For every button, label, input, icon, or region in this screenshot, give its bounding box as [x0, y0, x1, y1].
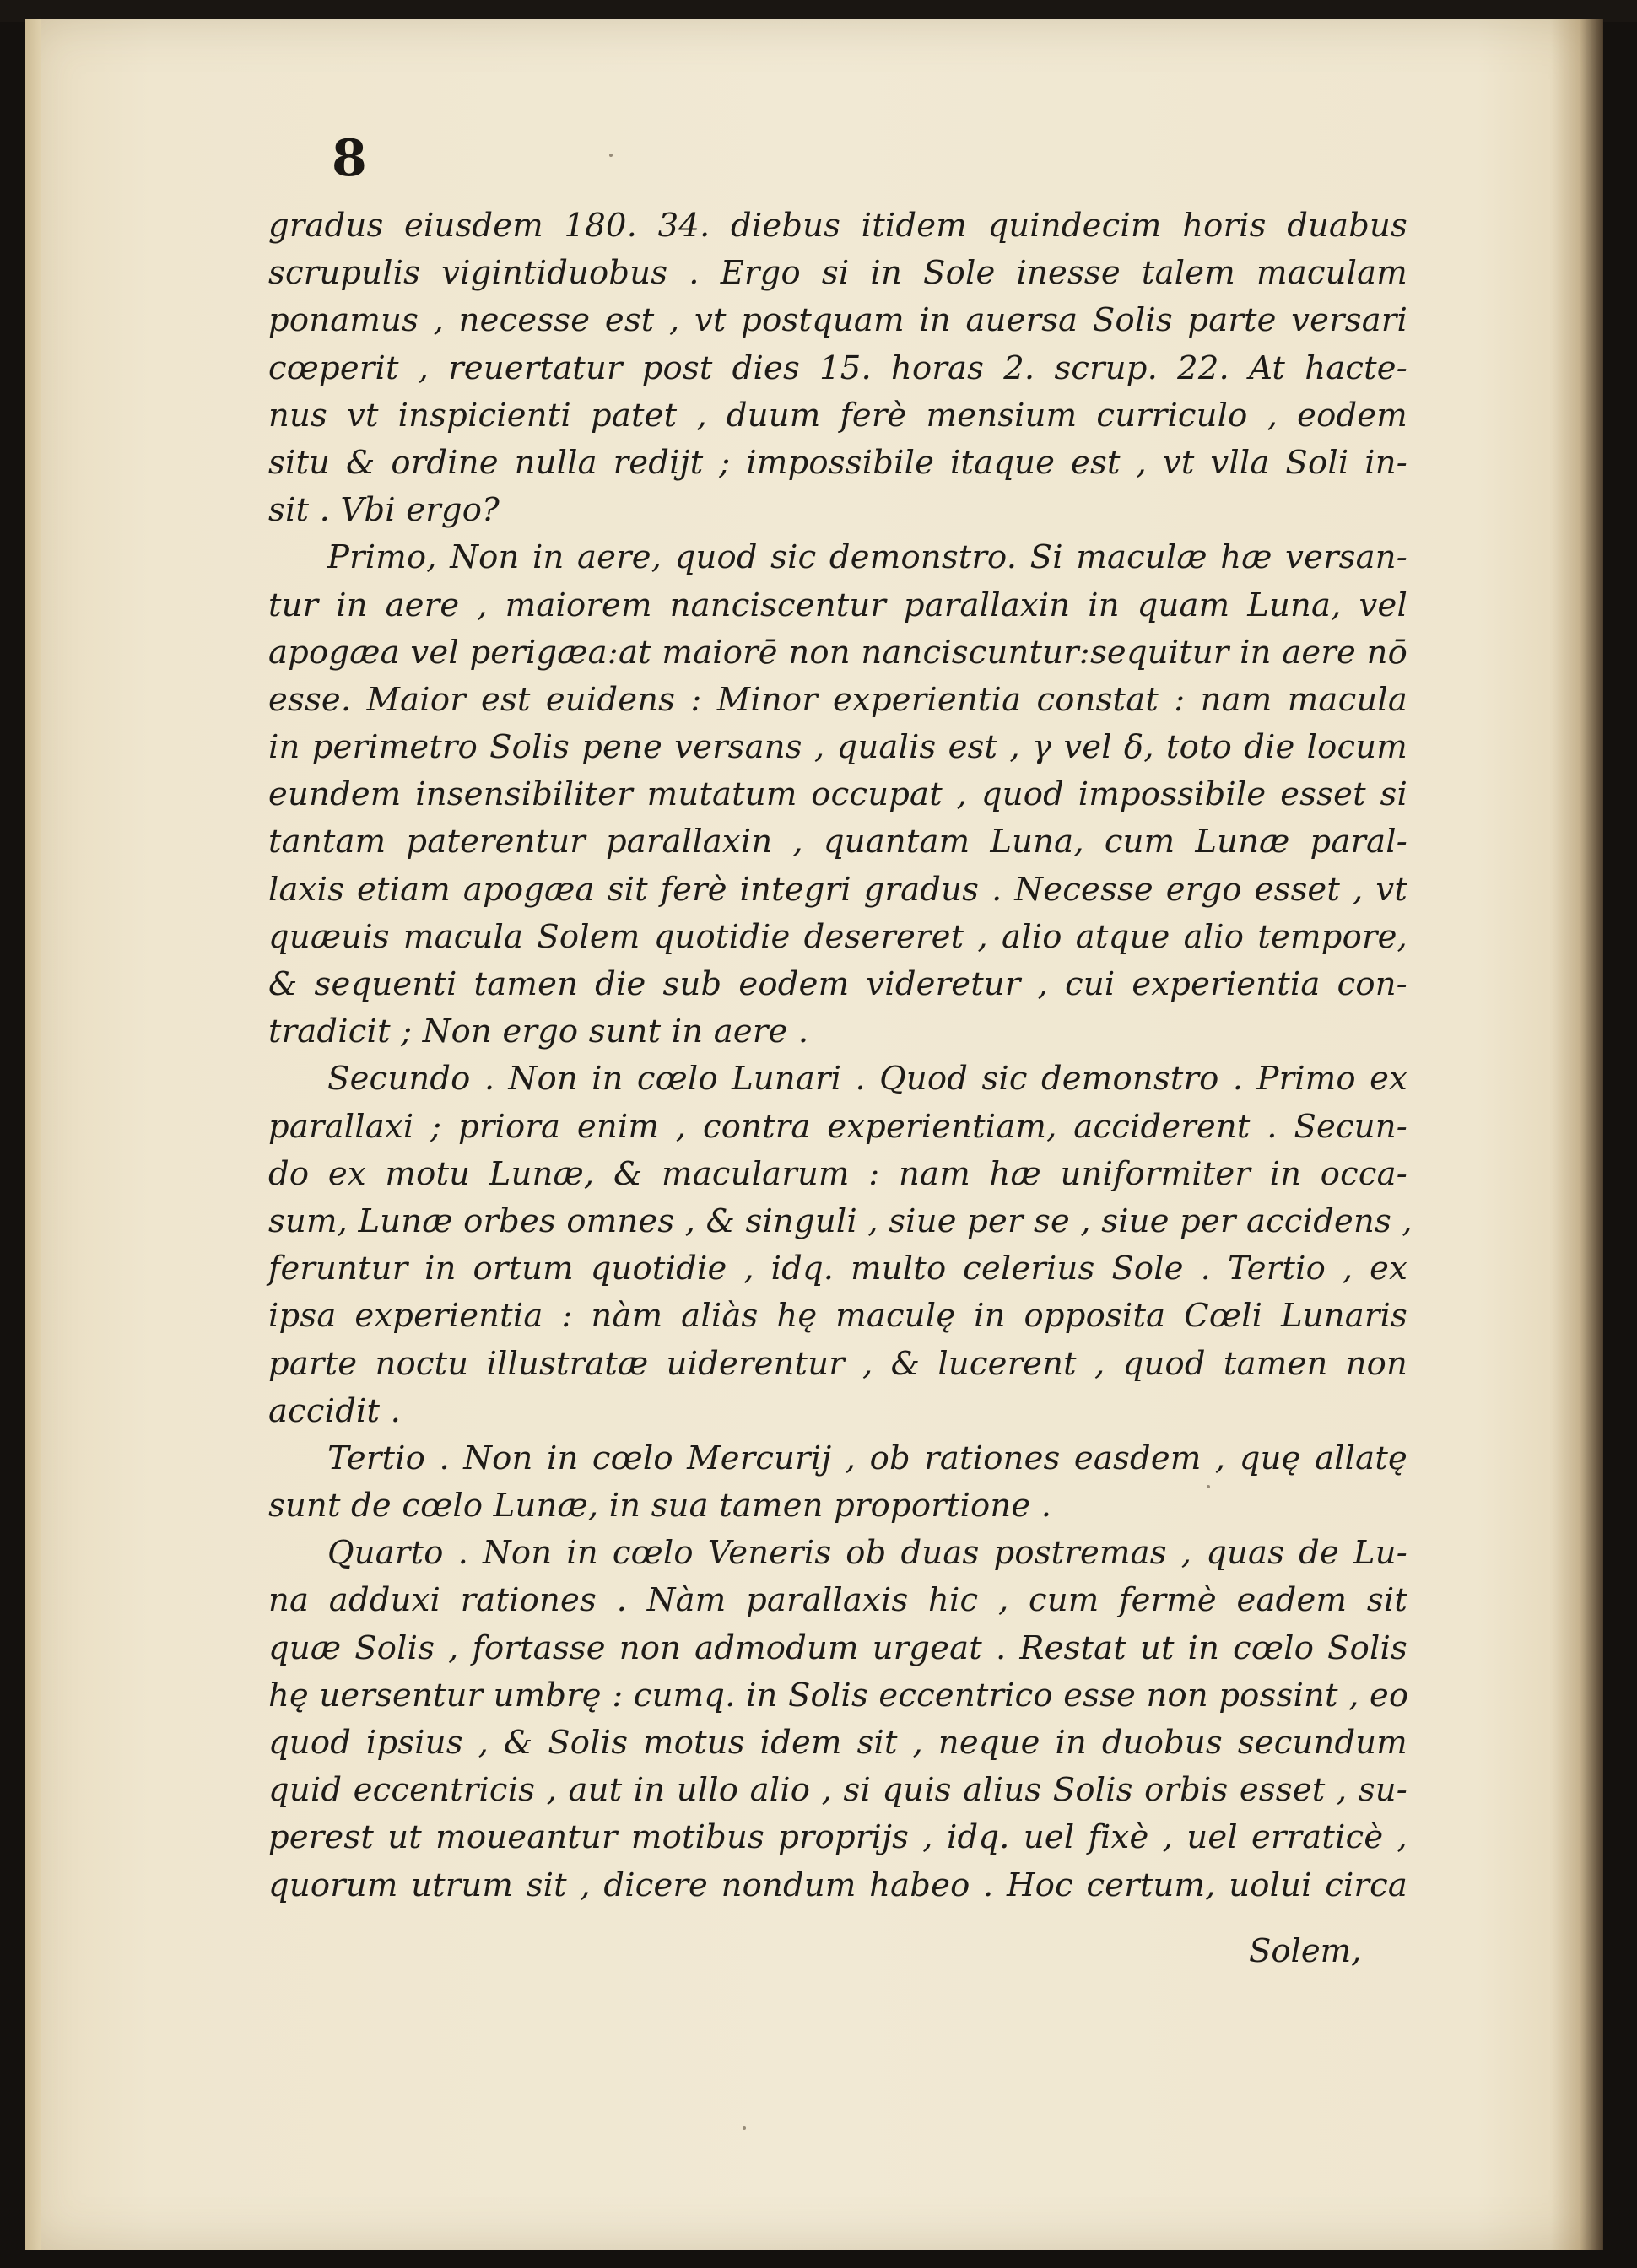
text-line: scrupulis vigintiduobus . Ergo si in Sole inesse talem maculam	[268, 254, 1407, 293]
paper-speck	[743, 2126, 746, 2130]
text-line: sunt de cœlo Lunæ, in sua tamen proportione .	[268, 1487, 1052, 1526]
paragraph-start-line: Primo, Non in aere, quod sic demonstro. Si maculæ hæ versan-	[327, 538, 1407, 577]
text-line: quæuis macula Solem quotidie desereret , alio atque alio tempore,	[268, 917, 1407, 956]
text-line: na adduxi rationes . Nàm parallaxis hic , cum fermè eadem sit	[268, 1581, 1407, 1620]
text-line: hę uersentur umbrę : cumq. in Solis eccentrico esse non possint , eo	[268, 1676, 1409, 1714]
text-line: sit . Vbi ergo?	[268, 491, 500, 530]
paragraph-start-line: Secundo . Non in cœlo Lunari . Quod sic demonstro . Primo ex	[327, 1060, 1407, 1099]
text-line: ponamus , necesse est , vt postquam in auersa Solis parte versari	[268, 301, 1407, 340]
text-line: sum, Lunæ orbes omnes , & singuli , siue per se , siue per accidens ,	[268, 1202, 1413, 1240]
text-line: esse. Maior est euidens : Minor experientia constat : nam macula	[268, 680, 1407, 719]
catchword: Solem,	[1249, 1932, 1362, 1970]
binding-gutter	[1551, 19, 1603, 2250]
text-line: quorum utrum sit , dicere nondum habeo . Hoc certum, uolui circa	[268, 1866, 1407, 1904]
text-line: nus vt inspicienti patet , duum ferè mensium curriculo , eodem	[268, 396, 1407, 435]
paragraph-start-line: Tertio . Non in cœlo Mercurij , ob rationes easdem , quę allatę	[327, 1439, 1407, 1477]
text-line: eundem insensibiliter mutatum occupat , quod impossibile esset si	[268, 775, 1407, 814]
text-line: parte noctu illustratæ uiderentur , & lucerent , quod tamen non	[268, 1344, 1407, 1383]
text-line: parallaxi ; priora enim , contra experientiam, acciderent . Secun-	[268, 1107, 1407, 1146]
text-line: do ex motu Lunæ, & macularum : nam hæ uniformiter in occa-	[268, 1154, 1407, 1193]
text-line: tur in aere , maiorem nanciscentur parallaxin in quam Luna, vel	[268, 586, 1407, 624]
paper-speck	[609, 154, 613, 157]
body-text	[268, 202, 1413, 1909]
page-left-edge	[25, 19, 41, 2250]
text-line: ipsa experientia : nàm aliàs hę maculę in opposita Cœli Lunaris	[268, 1297, 1407, 1336]
page-number: 8	[332, 129, 367, 188]
text-line: in perimetro Solis pene versans , qualis est , γ vel δ, toto die locum	[268, 728, 1407, 767]
text-line: laxis etiam apogæa sit ferè integri gradus . Necesse ergo esset , vt	[268, 870, 1407, 909]
text-line: situ & ordine nulla redijt ; impossibile itaque est , vt vlla Soli in-	[268, 443, 1407, 482]
text-line: accidit .	[268, 1391, 402, 1430]
text-line: & sequenti tamen die sub eodem videretur , cui experientia con-	[268, 965, 1407, 1003]
text-line: tradicit ; Non ergo sunt in aere .	[268, 1012, 809, 1051]
text-line: quod ipsius , & Solis motus idem sit , neque in duobus secundum	[268, 1724, 1407, 1762]
paper-speck	[1207, 1485, 1210, 1488]
paragraph-start-line: Quarto . Non in cœlo Veneris ob duas postremas , quas de Lu-	[327, 1534, 1407, 1573]
text-line: quid eccentricis , aut in ullo alio , si quis alius Solis orbis esset , su-	[268, 1771, 1407, 1810]
text-line: apogæa vel perigæa:at maiorē non nanciscuntur:sequitur in aere nō	[268, 633, 1407, 672]
text-line: tantam paterentur parallaxin , quantam Luna, cum Lunæ paral-	[268, 823, 1407, 861]
text-line: perest ut moueantur motibus proprijs , idq. uel fixè , uel erraticè ,	[268, 1818, 1407, 1857]
text-line: cœperit , reuertatur post dies 15. horas 2. scrup. 22. At hacte-	[268, 348, 1407, 387]
text-line: gradus eiusdem 180. 34. diebus itidem quindecim horis duabus	[268, 207, 1407, 245]
text-line: quæ Solis , fortasse non admodum urgeat . Restat ut in cœlo Solis	[268, 1628, 1407, 1667]
text-line: feruntur in ortum quotidie , idq. multo celerius Sole . Tertio , ex	[268, 1250, 1407, 1288]
